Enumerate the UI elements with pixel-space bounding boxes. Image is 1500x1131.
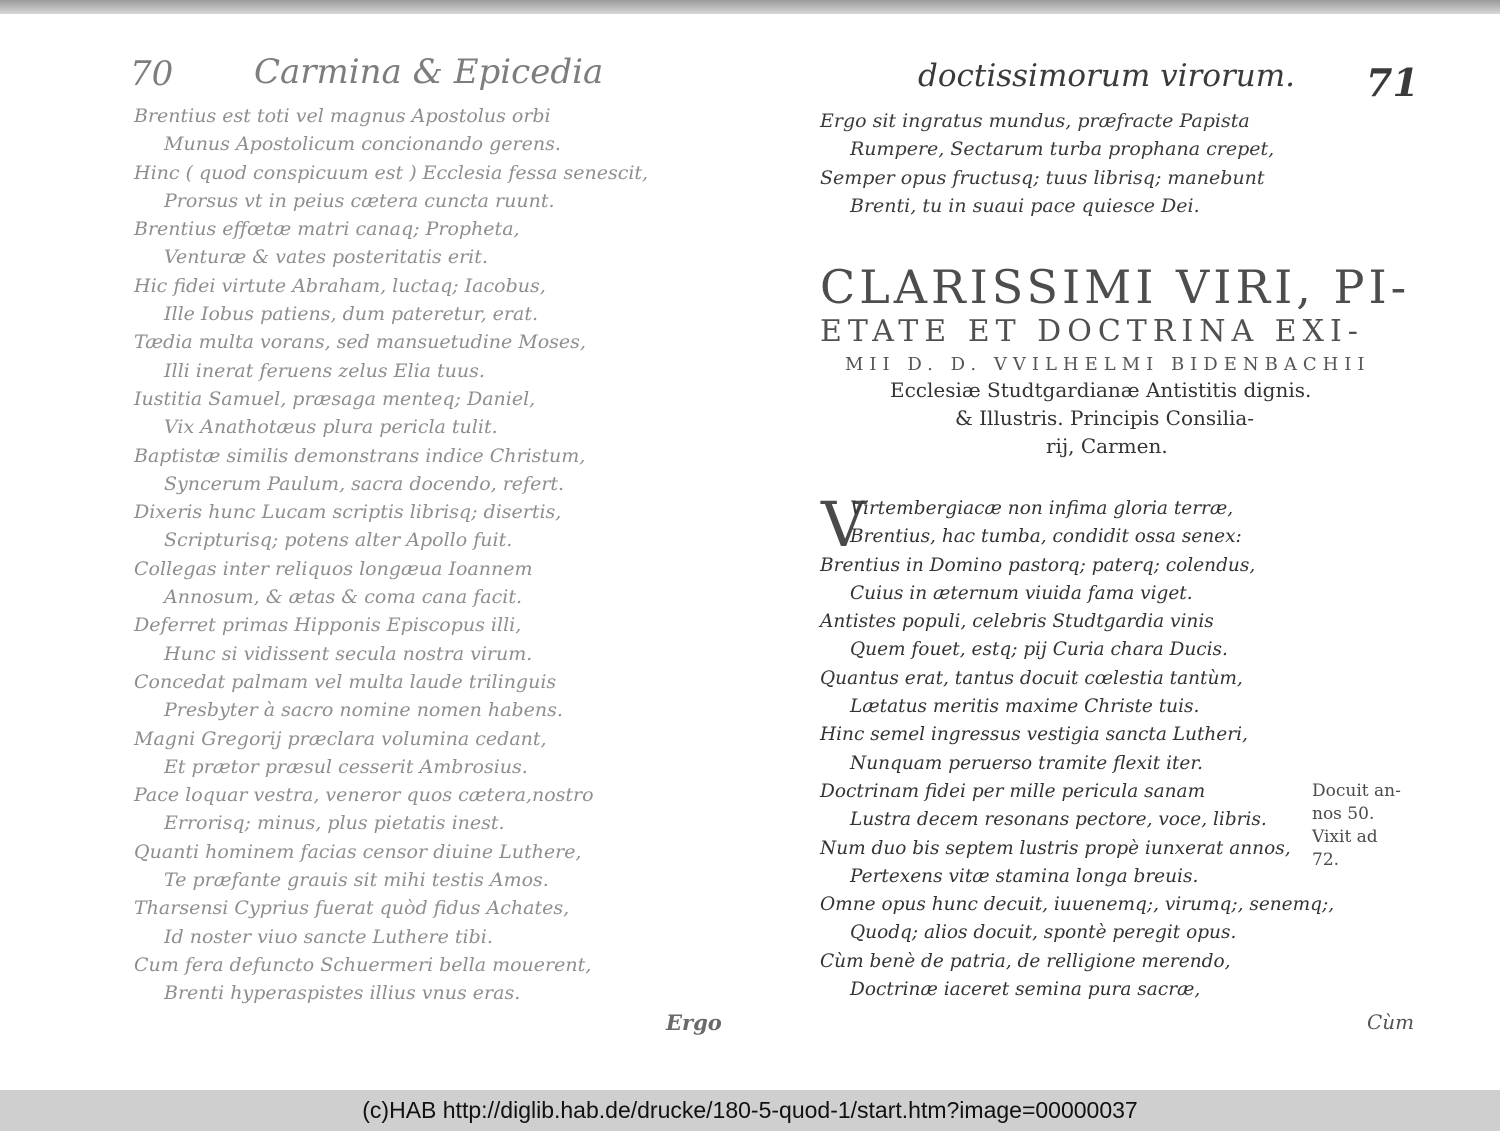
verse-line: Ergo sit ingratus mundus, præfracte Papista	[820, 110, 1250, 132]
verse-line: Rumpere, Sectarum turba prophana crepet,	[850, 138, 1275, 161]
verse-line: Quantus erat, tantus docuit cœlestia tantùm,	[820, 667, 1243, 689]
verse-line: Quanti hominem facias censor diuine Luthere,	[134, 840, 582, 863]
verse-line: Annosum, & ætas & coma cana facit.	[164, 586, 523, 609]
margin-note	[1312, 780, 1422, 872]
verse-line: Brentius, hac tumba, condidit ossa senex:	[850, 526, 1242, 548]
scan-top-edge	[0, 0, 1500, 14]
verse-line: Iustitia Samuel, præsaga menteq; Daniel,	[134, 387, 536, 410]
verse-line: Hinc ( quod conspicuum est ) Ecclesia fessa senescit,	[134, 161, 649, 184]
verse-line: Num duo bis septem lustris propè iunxerat annos,	[820, 837, 1291, 859]
running-head: Carmina & Epicedia	[254, 52, 604, 92]
verse-line: Collegas inter reliquos longæua Ioannem	[134, 557, 533, 580]
verse-line: Brenti hyperaspistes illius vnus eras.	[164, 982, 521, 1005]
verse-line: Errorisq; minus, plus pietatis inest.	[164, 812, 505, 835]
verse-line: Quodq; alios docuit, spontè peregit opus.	[850, 922, 1237, 944]
verse-line: Hic fidei virtute Abraham, luctaq; Iacobus,	[134, 274, 546, 297]
verse-line: Hunc si vidissent secula nostra virum.	[164, 642, 533, 665]
page-number: 71	[1366, 60, 1419, 105]
verse-line: Brentius est toti vel magnus Apostolus orbi	[134, 105, 551, 127]
margin-note-line: 72.	[1312, 850, 1340, 870]
verse-line: Presbyter à sacro nomine nomen habens.	[164, 699, 563, 722]
verse-line: Lætatus meritis maxime Christe tuis.	[850, 696, 1200, 718]
verse-line: Scripturisq; potens alter Apollo fuit.	[164, 529, 513, 552]
verse-line: Semper opus fructusq; tuus librisq; manebunt	[820, 166, 1265, 189]
verse-line: Concedat palmam vel multa laude trilinguis	[134, 670, 557, 693]
verse-line: Tharsensi Cyprius fuerat quòd fidus Achates,	[134, 897, 570, 920]
verse-line: Pace loquar vestra, veneror quos cætera,nostro	[134, 784, 594, 807]
verse-line: Doctrinam fidei per mille pericula sanam	[820, 780, 1206, 802]
copyright-footer: (c)HAB http://diglib.hab.de/drucke/180-5-quod-1/start.htm?image=00000037	[0, 1090, 1500, 1131]
verse-line: Baptistæ similis demonstrans indice Christum,	[134, 444, 586, 467]
verse-line: Deferret primas Hipponis Episcopus illi,	[134, 614, 522, 637]
verse-line: Lustra decem resonans pectore, voce, libris.	[850, 809, 1267, 831]
verse-line: Nunquam peruerso tramite flexit iter.	[850, 752, 1204, 774]
verse-line: Dixeris hunc Lucam scriptis librisq; disertis,	[134, 501, 562, 524]
verse-line: Id noster viuo sancte Luthere tibi.	[164, 925, 493, 948]
verse-line: Ille Iobus patiens, dum pateretur, erat.	[164, 303, 539, 326]
verse-line: Quem fouet, estq; pij Curia chara Ducis.	[850, 639, 1228, 661]
verse-line: Hinc semel ingressus vestigia sancta Lutheri,	[820, 724, 1248, 746]
poem-title-line: CLARISSIMI VIRI, PI-	[820, 260, 1411, 314]
verse-line: Brentius in Domino pastorq; paterq; colendus,	[820, 554, 1256, 576]
verse-block-main	[820, 488, 1335, 1004]
verse-line: Tædia multa vorans, sed mansuetudine Moses,	[134, 331, 586, 354]
verse-line: Vix Anathotæus plura pericla tulit.	[164, 416, 498, 439]
verse-block-top	[820, 107, 1274, 220]
verse-line: Omne opus hunc decuit, iuuenemq;, virumq;, senemq;,	[820, 894, 1335, 916]
page-number: 70	[130, 54, 174, 94]
running-head: doctissimorum virorum.	[918, 58, 1296, 94]
verse-block	[134, 102, 648, 1008]
right-page	[750, 14, 1500, 1090]
catchword: Ergo	[666, 1010, 722, 1035]
verse-line: Brenti, tu in suaui pace quiesce Dei.	[850, 194, 1200, 217]
verse-line: Prorsus vt in peius cætera cuncta ruunt.	[164, 189, 555, 212]
verse-line: Te præfante grauis sit mihi testis Amos.	[164, 869, 549, 892]
poem-title-line: ETATE ET DOCTRINA EXI-	[820, 314, 1364, 349]
poem-title-line: Ecclesiæ Studtgardianæ Antistitis dignis.	[890, 378, 1312, 402]
left-page	[0, 14, 750, 1090]
verse-line: Et prætor præsul cesserit Ambrosius.	[164, 755, 528, 778]
margin-note-line: Docuit an-	[1312, 781, 1401, 801]
verse-line: Antistes populi, celebris Studtgardia vinis	[820, 611, 1214, 633]
margin-note-line: Vixit ad	[1312, 827, 1378, 847]
verse-line: Doctrinæ iaceret semina pura sacræ,	[850, 979, 1201, 1001]
catchword: Cùm	[1367, 1010, 1415, 1034]
verse-line: Cùm benè de patria, de relligione merendo,	[820, 950, 1231, 972]
drop-cap: V	[821, 488, 866, 561]
poem-title-line: rij, Carmen.	[1046, 434, 1168, 458]
margin-note-line: nos 50.	[1312, 804, 1375, 824]
verse-line: Virtembergiacæ non infima gloria terræ,	[850, 498, 1234, 519]
verse-line: Syncerum Paulum, sacra docendo, refert.	[164, 472, 565, 495]
poem-title-line: MII D. D. VVILHELMI BIDENBACHII	[845, 354, 1371, 375]
verse-line: Cum fera defuncto Schuermeri bella mouerent,	[134, 953, 592, 976]
poem-title-line: & Illustris. Principis Consilia-	[955, 406, 1255, 430]
verse-line: Munus Apostolicum concionando gerens.	[164, 133, 561, 156]
verse-line: Magni Gregorij præclara volumina cedant,	[134, 727, 547, 750]
verse-line: Pertexens vitæ stamina longa breuis.	[850, 865, 1199, 887]
verse-line: Illi inerat feruens zelus Elia tuus.	[164, 359, 485, 382]
verse-line: Venturæ & vates posteritatis erit.	[164, 246, 488, 269]
verse-line: Brentius effœtæ matri canaq; Propheta,	[134, 218, 520, 241]
verse-line: Cuius in æternum viuida fama viget.	[850, 582, 1193, 604]
